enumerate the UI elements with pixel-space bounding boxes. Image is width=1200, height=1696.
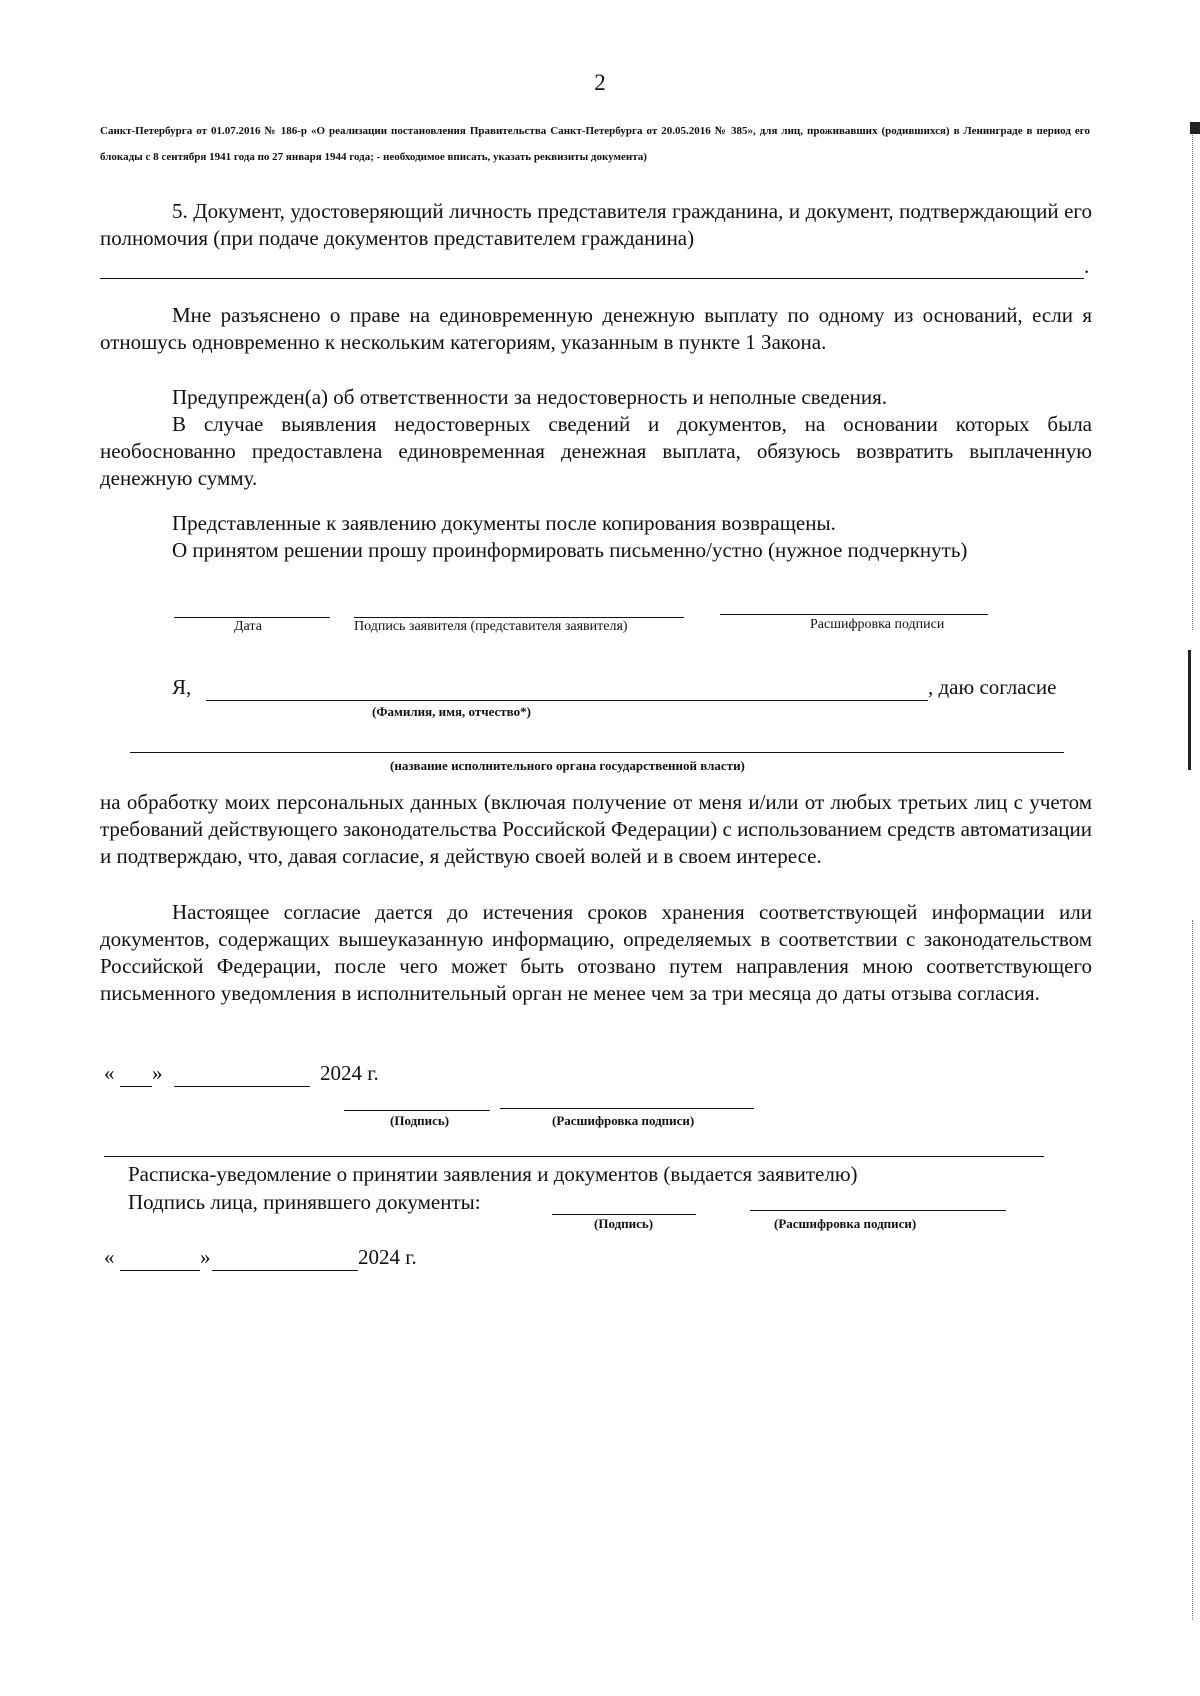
scan-edge-bar: [1188, 650, 1191, 770]
consent-date-open-quote: «: [104, 1061, 115, 1085]
date-line[interactable]: [174, 617, 330, 618]
scan-edge-mark: [1192, 130, 1193, 630]
header-note: Санкт-Петербурга от 01.07.2016 № 186-р «О реализации постановления Правительства Санкт-Петербурга от 20.05.2016 № 385», для лиц, проживавших (родившихся) в Ленинграде в период его блокады с 8 сентября 1941 года по 27 января 1944 года; - необходимое вписать, указать реквизиты документа): [100, 125, 1090, 163]
receipt-date-year: 2024 г.: [358, 1245, 417, 1269]
receipt-signer-label: Подпись лица, принявшего документы:: [128, 1190, 481, 1214]
receipt-signature-line[interactable]: [552, 1214, 696, 1215]
receipt-decoding-label: (Расшифровка подписи): [774, 1216, 917, 1231]
consent-signature-label: (Подпись): [390, 1113, 450, 1128]
fio-label: (Фамилия, имя, отчество*): [372, 704, 531, 719]
declaration-warned: Предупрежден(а) об ответственности за недостоверность и неполные сведения.: [172, 385, 887, 409]
item-5-text: 5. Документ, удостоверяющий личность представителя гражданина, и документ, подтверждающий его полномочия (при подаче документов представителем гражданина): [100, 199, 1092, 250]
consent-prefix: Я,: [172, 675, 192, 699]
executive-organ-line[interactable]: [130, 752, 1064, 753]
consent-decoding-line[interactable]: [500, 1108, 754, 1109]
applicant-signature-label: Подпись заявителя (представителя заявителя): [354, 619, 628, 634]
signature-decoding-label: Расшифровка подписи: [810, 617, 945, 632]
receipt-date-open-quote: «: [104, 1245, 115, 1269]
consent-date-year: 2024 г.: [320, 1061, 379, 1085]
applicant-signature-line[interactable]: [354, 617, 684, 618]
declaration-documents-returned: Представленные к заявлению документы после копирования возвращены.: [172, 511, 836, 535]
consent-suffix: , даю согласие: [928, 675, 1057, 699]
scan-edge-bar: [1190, 122, 1200, 134]
fio-line[interactable]: [206, 700, 928, 701]
receipt-separator: [104, 1156, 1044, 1157]
receipt-date-close-quote: »: [200, 1245, 211, 1269]
receipt-title: Расписка-уведомление о принятии заявления и документов (выдается заявителю): [128, 1162, 858, 1186]
consent-date-close-quote: »: [152, 1061, 163, 1085]
declaration-refund: В случае выявления недостоверных сведений и документов, на основании которых была необоснованно предоставлена единовременная денежная выплата, обязуюсь возвратить выплаченную денежную сумму.: [100, 412, 1092, 490]
signature-decoding-line[interactable]: [720, 614, 988, 615]
consent-signature-line[interactable]: [344, 1110, 490, 1111]
date-label: Дата: [234, 619, 262, 634]
receipt-day-line[interactable]: [120, 1270, 200, 1271]
executive-organ-label: (название исполнительного органа государственной власти): [390, 758, 745, 773]
consent-duration: Настоящее согласие дается до истечения сроков хранения соответствующей информации или документов, содержащих вышеуказанную информацию, определяемых в соответствии с законодательством Российской Федерации, после чего может быть отозвано путем направления мною соответствующего письменного уведомления в исполнительный орган не менее чем за три месяца до даты отзыва согласия.: [100, 900, 1092, 1005]
receipt-month-line[interactable]: [212, 1270, 358, 1271]
consent-body: на обработку моих персональных данных (включая получение от меня и/или от любых третьих лиц с учетом требований действующего законодательства Российской Федерации) с использованием средств автоматизации и подтверждаю, что, давая согласие, я действую своей волей и в своем интересе.: [100, 790, 1092, 868]
consent-day-line[interactable]: [120, 1086, 152, 1087]
item-5-period: .: [1084, 254, 1090, 278]
receipt-signature-label: (Подпись): [594, 1216, 654, 1231]
consent-decoding-label: (Расшифровка подписи): [552, 1113, 695, 1128]
receipt-decoding-line[interactable]: [750, 1210, 1006, 1211]
scan-edge-mark: [1192, 920, 1193, 1620]
declaration-notify-method: О принятом решении прошу проинформировать письменно/устно (нужное подчеркнуть): [172, 538, 968, 562]
page-number: 2: [594, 70, 606, 95]
declaration-right-explained: Мне разъяснено о праве на единовременную денежную выплату по одному из оснований, если я отношусь одновременно к нескольким категориям, указанным в пункте 1 Закона.: [100, 303, 1092, 354]
item-5-fill-line[interactable]: [100, 278, 1084, 279]
consent-month-line[interactable]: [174, 1086, 310, 1087]
